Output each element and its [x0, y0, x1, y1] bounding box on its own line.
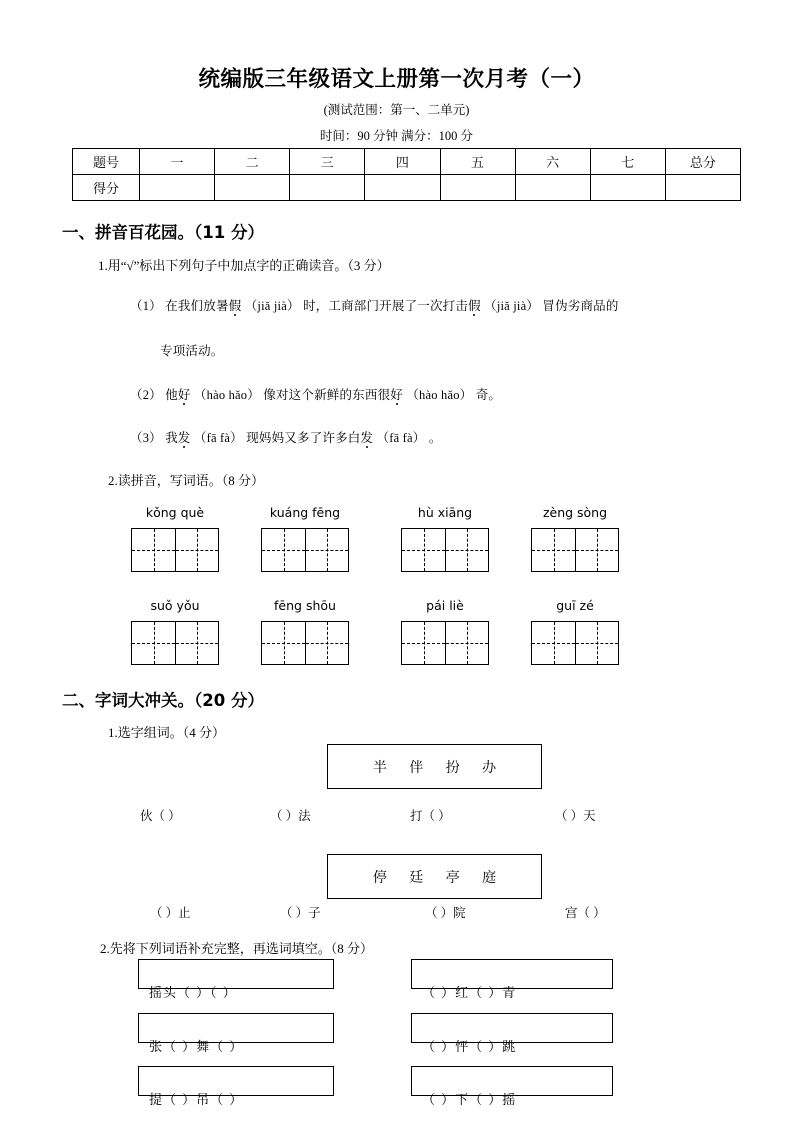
writing-grid-2[interactable]: [261, 528, 349, 572]
item-3-option-2[interactable]: （fā fà）: [376, 431, 426, 445]
item-2-number: （2）: [130, 388, 162, 402]
writing-grid-3[interactable]: [401, 528, 489, 572]
item-2-seg-1: 他: [165, 388, 178, 402]
item-3-dot-char-1: 发: [178, 428, 191, 446]
score-table-col-6: 六: [515, 149, 590, 175]
item-3-seg-1: 我: [165, 431, 178, 445]
item-1-seg-3: 冒伪劣商品的: [542, 299, 619, 313]
pinyin-label-4: zèng sòng: [542, 505, 608, 520]
score-table-row-label-top: 题号: [73, 149, 140, 175]
score-table-row-label-bottom: 得分: [73, 175, 140, 201]
item-2-dot-char-2: 好: [390, 385, 403, 403]
idiom-text-2: （ ）红（ ）青: [422, 986, 517, 1001]
section-title-1: 一、拼音百花园。（11 分）: [62, 223, 264, 242]
writing-grid-7[interactable]: [401, 621, 489, 665]
pinyin-label-6: fēng shōu: [274, 598, 336, 613]
section-title-2: 二、字词大冲关。（20 分）: [62, 691, 264, 710]
idiom-text-6: （ ）下（ ）摇: [422, 1093, 517, 1108]
item-3-number: （3）: [130, 431, 162, 445]
score-cell-6[interactable]: [515, 175, 590, 201]
score-cell-total[interactable]: [665, 175, 740, 201]
pinyin-label-1: kǒng què: [145, 505, 205, 520]
pinyin-label-3: hù xiāng: [417, 505, 473, 520]
score-table-col-7: 七: [590, 149, 665, 175]
blank-1-3[interactable]: 打（ ）: [410, 809, 451, 823]
score-table-col-5: 五: [440, 149, 515, 175]
grid-cell[interactable]: [445, 529, 488, 571]
character-choice-box-1: 半 伴 扮 办: [327, 744, 542, 789]
item-3-dot-char-2: 发: [361, 428, 374, 446]
question-1-1-item-3: [130, 428, 442, 446]
score-cell-2[interactable]: [215, 175, 290, 201]
item-1-option-2[interactable]: （jiǎ jià）: [484, 299, 540, 313]
score-table-col-4: 四: [365, 149, 440, 175]
item-1-option-1[interactable]: （jiǎ jià）: [244, 299, 300, 313]
item-1-number: （1）: [130, 299, 162, 313]
question-1-2-prompt: 2.读拼音，写词语。（8 分）: [108, 473, 265, 488]
grid-cell[interactable]: [532, 529, 575, 571]
fill-blank-row-2: [150, 903, 606, 921]
table-row-scores: [73, 175, 741, 201]
blank-2-4[interactable]: 宫（ ）: [565, 906, 606, 920]
grid-cell[interactable]: [532, 622, 575, 664]
blank-1-2[interactable]: （ ）法: [270, 809, 311, 823]
idiom-box-6[interactable]: [411, 1066, 613, 1108]
idiom-box-4[interactable]: [411, 1013, 613, 1055]
writing-grid-4[interactable]: [531, 528, 619, 572]
blank-1-4[interactable]: （ ）天: [555, 809, 596, 823]
score-cell-4[interactable]: [365, 175, 440, 201]
item-3-seg-3: 。: [428, 431, 442, 445]
item-1-line-2: 专项活动。: [160, 344, 224, 358]
idiom-text-3: 张（ ）舞（ ）: [149, 1040, 244, 1055]
item-1-seg-1: 在我们放暑: [165, 299, 229, 313]
grid-cell[interactable]: [445, 622, 488, 664]
item-1-dot-char-2: 假: [468, 296, 481, 314]
item-1-dot-char-1: 假: [229, 296, 242, 314]
item-2-seg-2: 像对这个新鲜的东西很: [263, 388, 391, 402]
item-1-seg-2: 时，工商部门开展了一次打击: [302, 299, 469, 313]
grid-cell[interactable]: [132, 529, 175, 571]
writing-grid-8[interactable]: [531, 621, 619, 665]
item-2-option-1[interactable]: （hào hǎo）: [193, 388, 260, 402]
pinyin-label-5: suǒ yǒu: [150, 598, 200, 613]
pinyin-label-7: pái liè: [426, 598, 464, 613]
item-2-dot-char-1: 好: [178, 385, 191, 403]
score-cell-1[interactable]: [140, 175, 215, 201]
question-2-2-prompt: 2.先将下列词语补充完整，再选词填空。（8 分）: [100, 941, 374, 956]
idiom-box-5[interactable]: [138, 1066, 334, 1108]
grid-cell[interactable]: [575, 622, 618, 664]
grid-cell[interactable]: [575, 529, 618, 571]
blank-2-3[interactable]: （ ）院: [425, 906, 466, 920]
score-cell-7[interactable]: [590, 175, 665, 201]
score-cell-3[interactable]: [290, 175, 365, 201]
idiom-box-3[interactable]: [138, 1013, 334, 1055]
blank-2-2[interactable]: （ ）子: [280, 906, 321, 920]
score-cell-5[interactable]: [440, 175, 515, 201]
idiom-box-2[interactable]: [411, 959, 613, 1001]
pinyin-label-2: kuáng fēng: [269, 505, 341, 520]
blank-2-1[interactable]: （ ）止: [150, 906, 191, 920]
item-3-option-1[interactable]: （fā fà）: [193, 431, 243, 445]
writing-grid-1[interactable]: [131, 528, 219, 572]
grid-cell[interactable]: [262, 622, 305, 664]
score-table: [72, 148, 741, 201]
item-3-seg-2: 现妈妈又多了许多白: [246, 431, 361, 445]
score-table-col-1: 一: [140, 149, 215, 175]
score-table-col-3: 三: [290, 149, 365, 175]
fill-blank-row-1: [140, 806, 596, 824]
blank-1-1[interactable]: 伙（ ）: [140, 809, 181, 823]
question-1-1-item-1: [130, 296, 619, 314]
table-row-header: [73, 149, 741, 175]
character-choice-box-2: 停 廷 亭 庭: [327, 854, 542, 899]
idiom-text-4: （ ）怦（ ）跳: [422, 1040, 517, 1055]
grid-cell[interactable]: [402, 622, 445, 664]
grid-cell[interactable]: [175, 622, 218, 664]
question-2-1-prompt: 1.选字组词。（4 分）: [108, 725, 226, 740]
question-1-1-prompt: 1.用“√”标出下列句子中加点字的正确读音。（3 分）: [98, 258, 390, 273]
idiom-text-1: 摇头（ ）（ ）: [149, 986, 237, 1001]
score-table-col-2: 二: [215, 149, 290, 175]
item-2-option-2[interactable]: （hào hǎo）: [406, 388, 473, 402]
idiom-text-5: 提（ ）吊（ ）: [149, 1093, 244, 1108]
grid-cell[interactable]: [262, 529, 305, 571]
score-table-col-total: 总分: [665, 149, 740, 175]
grid-cell[interactable]: [132, 622, 175, 664]
grid-cell[interactable]: [175, 529, 218, 571]
time-and-score-meta: 时间：90 分钟 满分：100 分: [319, 129, 474, 143]
writing-grid-6[interactable]: [261, 621, 349, 665]
test-scope-subtitle: (测试范围：第一、二单元): [323, 103, 470, 117]
grid-cell[interactable]: [305, 622, 348, 664]
grid-cell[interactable]: [305, 529, 348, 571]
grid-cell[interactable]: [402, 529, 445, 571]
pinyin-label-8: guī zé: [556, 598, 594, 613]
item-2-seg-3: 奇。: [475, 388, 502, 402]
question-1-1-item-2: [130, 385, 501, 403]
writing-grid-5[interactable]: [131, 621, 219, 665]
page-title: 统编版三年级语文上册第一次月考（一）: [198, 67, 595, 92]
idiom-box-1[interactable]: [138, 959, 334, 1001]
